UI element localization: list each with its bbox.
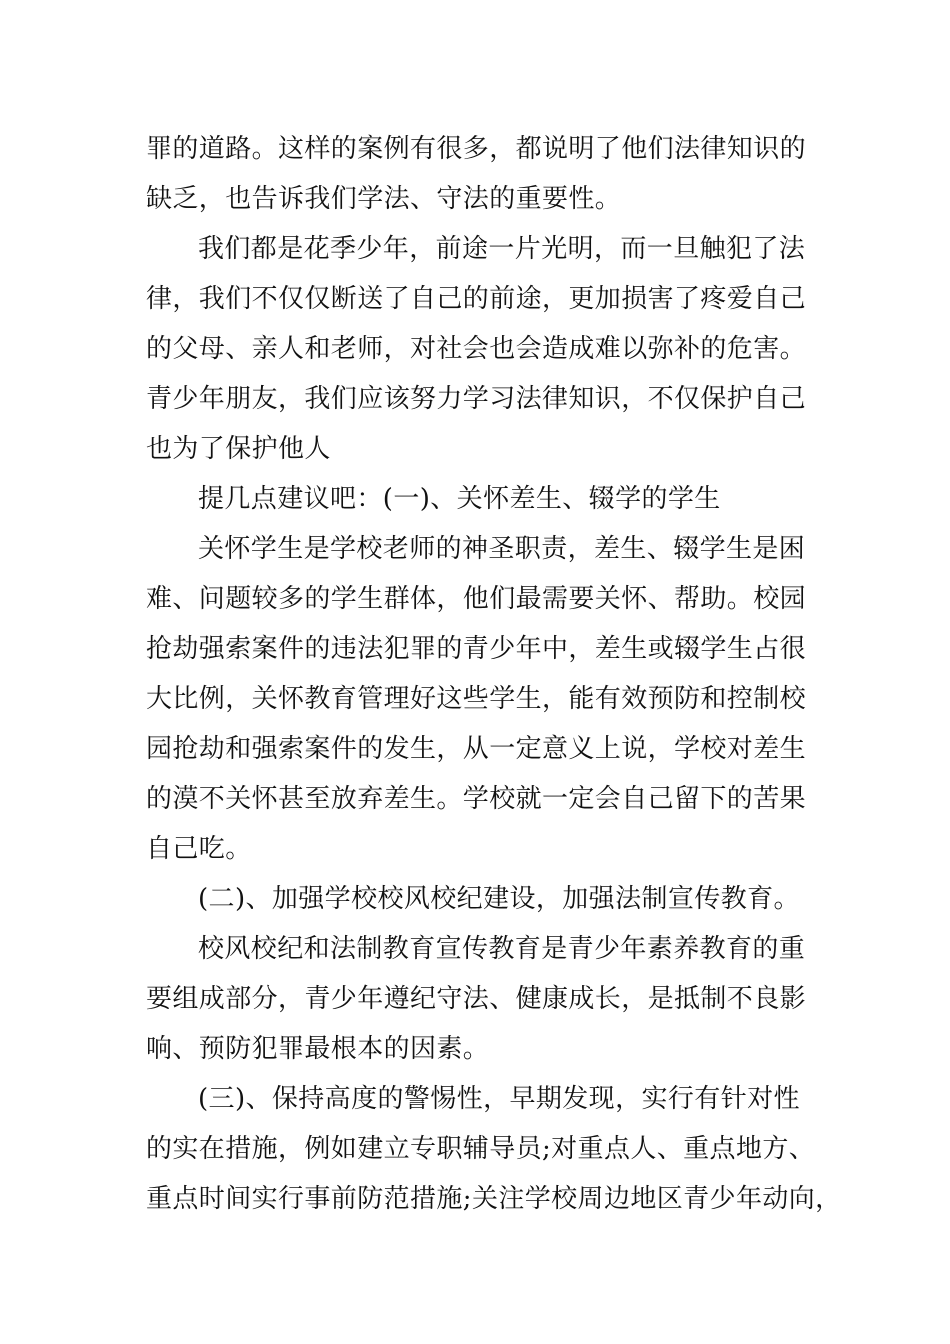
text-line: (三)、保持高度的警惕性，早期发现，实行有针对性 — [198, 1084, 800, 1114]
text-line: 的实在措施，例如建立专职辅导员;对重点人、重点地方、 — [146, 1134, 816, 1164]
paragraph-5 — [146, 874, 836, 924]
text-line: 重点时间实行事前防范措施;关注学校周边地区青少年动向， — [146, 1184, 842, 1214]
paragraph-4 — [146, 524, 836, 874]
paragraph-1 — [146, 124, 836, 224]
text-line: 的父母、亲人和老师，对社会也会造成难以弥补的危害。 — [146, 334, 807, 364]
text-line: 抢劫强索案件的违法犯罪的青少年中，差生或辍学生占很 — [146, 634, 807, 664]
text-line: 的漠不关怀甚至放弃差生。学校就一定会自己留下的苦果 — [146, 784, 807, 814]
text-line: 提几点建议吧：(一)、关怀差生、辍学的学生 — [198, 484, 721, 514]
text-line: 大比例，关怀教育管理好这些学生，能有效预防和控制校 — [146, 684, 807, 714]
paragraph-6 — [146, 924, 836, 1074]
text-line: 律，我们不仅仅断送了自己的前途，更加损害了疼爱自己 — [146, 284, 807, 314]
text-line: (二)、加强学校校风校纪建设，加强法制宣传教育。 — [198, 884, 800, 914]
text-line: 校风校纪和法制教育宣传教育是青少年素养教育的重 — [198, 934, 806, 964]
paragraph-7 — [146, 1074, 842, 1224]
paragraph-3 — [146, 474, 836, 524]
text-line: 青少年朋友，我们应该努力学习法律知识，不仅保护自己 — [146, 384, 807, 414]
text-line: 难、问题较多的学生群体，他们最需要关怀、帮助。校园 — [146, 584, 807, 614]
text-line: 缺乏，也告诉我们学法、守法的重要性。 — [146, 184, 622, 214]
text-line: 响、预防犯罪最根本的因素。 — [146, 1034, 490, 1064]
text-line: 罪的道路。这样的案例有很多，都说明了他们法律知识的 — [146, 134, 807, 164]
text-line: 要组成部分，青少年遵纪守法、健康成长，是抵制不良影 — [146, 984, 807, 1014]
text-line: 关怀学生是学校老师的神圣职责，差生、辍学生是困 — [198, 534, 806, 564]
text-line: 我们都是花季少年，前途一片光明，而一旦触犯了法 — [198, 234, 806, 264]
document-body — [146, 124, 842, 1224]
text-line: 自己吃。 — [146, 834, 252, 864]
text-line: 园抢劫和强索案件的发生，从一定意义上说，学校对差生 — [146, 734, 807, 764]
text-line: 也为了保护他人 — [146, 434, 331, 464]
paragraph-2 — [146, 224, 836, 474]
